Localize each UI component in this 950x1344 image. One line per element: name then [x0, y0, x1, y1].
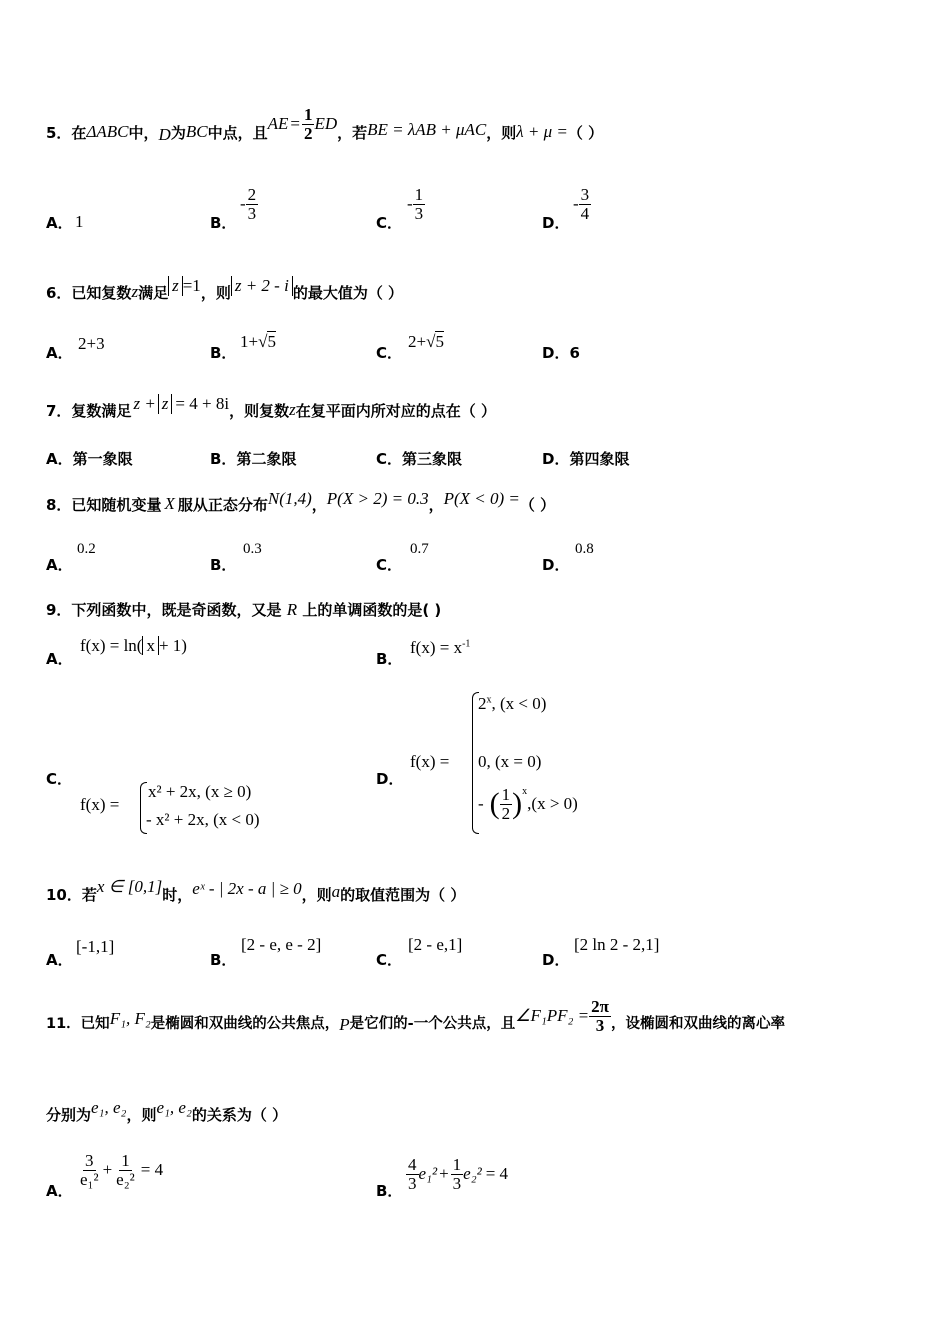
q11-option-a-num-1: 3 — [85, 1151, 94, 1170]
right-paren-icon: ) — [512, 787, 523, 821]
q9-option-b-label: B． — [376, 650, 403, 668]
q6-option-b-pre: 1+ — [240, 332, 259, 351]
q11-eccentricity-pair-2: e₁, e₂ — [156, 1098, 192, 1117]
q7-expression-a: z + — [133, 394, 156, 413]
q9-option-d-row-1 — [478, 694, 546, 714]
q5-option-d-value — [573, 186, 591, 223]
q5-bc: BC — [185, 122, 208, 141]
q7-option-d-label: D． — [542, 450, 570, 468]
q9-option-a-label: A． — [46, 650, 73, 668]
q5-option-c-sign: - — [407, 194, 413, 214]
q7-option-a-value: 第一象限 — [72, 450, 133, 468]
q9-option-b-exponent: -1 — [462, 638, 471, 650]
q11-option-a-frac-2 — [114, 1152, 137, 1189]
q9-option-d-row-3-exponent: x — [522, 786, 528, 797]
question-11-stem — [46, 996, 785, 1044]
q10-a: a — [331, 882, 341, 901]
plus-sign: + — [102, 1160, 113, 1180]
q6-text-c: ，则 — [200, 283, 231, 302]
q10-text-c: ，则 — [301, 885, 332, 904]
q5-vector-ae: AE — [267, 114, 289, 133]
q6-option-c-radicand: 5 — [435, 332, 444, 351]
q11-eccentricity-pair: e₁, e₂ — [91, 1098, 127, 1117]
q8-text-b: 服从正态分布 — [177, 495, 268, 514]
q5-sum-expression: λ + μ = — [516, 122, 568, 141]
q8-option-d-value: 0.8 — [575, 541, 594, 557]
q6-option-b-radicand: 5 — [267, 332, 276, 351]
q11-option-b-term-2: e₂² — [463, 1164, 482, 1184]
q7-option-b-value: 第二象限 — [236, 450, 297, 468]
q5-text-f: ，则 — [486, 123, 517, 142]
q7-option-a — [46, 448, 133, 469]
q11-option-b-rhs: = 4 — [485, 1164, 509, 1184]
q11-option-a-label: A． — [46, 1182, 73, 1200]
q6-option-c-label: C． — [376, 344, 403, 362]
q9-option-d-row-3-num: 1 — [501, 785, 511, 804]
q5-option-b-den: 3 — [247, 203, 257, 223]
q9-option-c-label: C． — [46, 770, 73, 788]
q7-option-a-label: A． — [46, 450, 73, 468]
q6-text-a: 6．已知复数 — [46, 283, 132, 302]
q11-angle-num: 2π — [591, 996, 609, 1016]
q7-option-c-label: C． — [376, 450, 403, 468]
q5-option-b-value — [240, 186, 258, 223]
question-8-stem — [46, 486, 555, 522]
q8-text-c: （ ） — [519, 495, 556, 514]
q5-option-d-sign: - — [573, 194, 579, 214]
q5-vector-ed: ED — [314, 114, 338, 133]
plus-sign: + — [439, 1164, 449, 1184]
q8-distribution: N(1,4) — [267, 489, 312, 508]
q9-option-d-label: D． — [376, 770, 404, 788]
q5-text-d: 中点，且 — [207, 123, 268, 142]
q6-z: z — [131, 282, 139, 301]
q6-text-b: 满足 — [138, 283, 169, 302]
q6-option-a-value: 2+3 — [78, 334, 105, 353]
q10-text-b: 时， — [162, 885, 193, 904]
q6-option-b-label: B． — [210, 344, 237, 362]
q6-text-d: 的最大值为（ ） — [292, 283, 404, 302]
q6-option-d — [542, 342, 580, 363]
q5-option-d-den: 4 — [580, 203, 590, 223]
q7-text-a: 7．复数满足 — [46, 401, 132, 420]
q11-text-line2-b: ，则 — [126, 1105, 157, 1124]
q8-option-a-label: A． — [46, 556, 73, 574]
q9-option-d-row-1-condition: , (x < 0) — [491, 694, 547, 713]
q5-text-g: （ ） — [567, 123, 604, 142]
question-9-stem — [46, 599, 441, 620]
q5-option-c-num: 1 — [414, 185, 424, 204]
q8-probability-1: P(X > 2) = 0.3 — [326, 489, 429, 508]
q5-half-num: 1 — [303, 104, 313, 124]
q11-option-b-label: B． — [376, 1182, 403, 1200]
q11-text-line2-c: 的关系为（ ） — [191, 1105, 288, 1124]
q5-option-d-label: D． — [542, 214, 570, 232]
q10-option-a-label: A． — [46, 951, 73, 969]
q7-expression-abs: z — [158, 394, 173, 414]
q9-r: R — [286, 600, 298, 619]
sqrt-icon: √ — [426, 332, 436, 351]
q11-option-b-num-2: 1 — [452, 1155, 462, 1174]
q10-inequality: eˣ - | 2x - a | ≥ 0 — [192, 879, 302, 898]
q10-text-a: 10．若 — [46, 885, 97, 904]
q11-option-b-num-1: 4 — [408, 1155, 417, 1174]
q5-text-c: 为 — [170, 123, 186, 142]
q5-option-c-den: 3 — [414, 203, 424, 223]
q8-text-a: 8．已知随机变量 — [46, 495, 162, 514]
q11-option-b-term-1: e₁² — [418, 1164, 438, 1184]
question-6-stem — [46, 274, 403, 310]
q5-option-a-label: A． — [46, 214, 73, 232]
q7-text-c: 在复平面内所对应的点在（ ） — [295, 401, 496, 420]
q9-option-d-row-3-den: 2 — [501, 803, 511, 823]
q11-option-b-value — [406, 1156, 508, 1193]
q8-option-b-value: 0.3 — [243, 541, 262, 557]
q5-option-a-value: 1 — [75, 212, 84, 231]
q6-option-c-pre: 2+ — [408, 332, 427, 351]
q9-option-d-row-3-sign: - — [478, 794, 484, 814]
q11-option-b-frac-2 — [451, 1156, 464, 1193]
q11-text-d: ，设椭圆和双曲线的离心率 — [610, 1015, 785, 1032]
question-5-stem — [46, 104, 604, 152]
q5-text-a: 5．在 — [46, 123, 87, 142]
q11-option-a-rhs: = 4 — [140, 1160, 164, 1180]
q5-option-c-label: C． — [376, 214, 403, 232]
q9-text-a: 9．下列函数中，既是奇函数，又是 — [46, 601, 282, 619]
sqrt-icon: √ — [258, 332, 268, 351]
left-paren-icon: ( — [489, 787, 500, 821]
q9-option-b-value — [410, 638, 470, 658]
q11-text-line2-a: 分别为 — [46, 1105, 92, 1124]
q9-option-a-post: + 1) — [158, 636, 187, 655]
q11-text-a: 11．已知 — [46, 1015, 110, 1032]
q6-option-d-value: 6 — [569, 344, 580, 362]
question-10-stem — [46, 876, 465, 912]
q5-equals: = — [290, 114, 300, 133]
q9-option-b-expr: f(x) = x — [410, 638, 463, 657]
q7-option-c — [376, 448, 462, 469]
q11-option-b-den-1: 3 — [408, 1173, 417, 1193]
q10-option-b-label: B． — [210, 951, 237, 969]
q9-option-a-value — [80, 636, 187, 656]
q8-option-d-label: D． — [542, 556, 570, 574]
q7-text-b: ，则复数 — [229, 401, 290, 420]
q5-triangle: ΔABC — [86, 122, 129, 141]
q7-option-c-value: 第三象限 — [402, 450, 463, 468]
q6-expression-abs: z + 2 - i — [231, 276, 293, 296]
q8-separator-1: ， — [311, 495, 327, 514]
q5-option-b-sign: - — [240, 194, 246, 214]
q9-option-d-lhs: f(x) = — [410, 752, 450, 771]
q5-be-expression: BE = λAB + μAC — [367, 120, 487, 139]
q10-option-c-label: C． — [376, 951, 403, 969]
q6-option-b-value — [240, 332, 276, 352]
q7-option-b — [210, 448, 296, 469]
q11-option-b-den-2: 3 — [452, 1173, 462, 1193]
q11-angle-den: 3 — [595, 1015, 605, 1035]
q7-option-d — [542, 448, 629, 469]
q9-option-d-row-2: 0, (x = 0) — [478, 752, 542, 771]
q6-option-a-label: A． — [46, 344, 73, 362]
q9-option-c-row-2: - x² + 2x, (x < 0) — [146, 810, 260, 829]
q11-text-c: 是它们的-一个公共点，且 — [349, 1015, 516, 1032]
q11-point-p: P — [339, 1015, 350, 1034]
q7-expression-b: = 4 + 8i — [175, 394, 230, 413]
q9-option-a-pre: f(x) = ln( — [80, 636, 143, 655]
q11-option-a-frac-1 — [78, 1152, 101, 1189]
q10-option-c-value: [2 - e,1] — [408, 935, 463, 954]
q11-option-a-den-1: e₁² — [80, 1169, 99, 1189]
q8-option-c-value: 0.7 — [410, 541, 429, 557]
q8-option-b-label: B． — [210, 556, 237, 574]
q6-option-c-value — [408, 332, 444, 352]
q5-text-b: 中， — [128, 123, 159, 142]
q6-option-d-label: D． — [542, 344, 570, 362]
q11-option-a-value — [78, 1152, 163, 1189]
q5-option-c-value — [407, 186, 425, 223]
q7-z: z — [289, 400, 296, 419]
q8-option-c-label: C． — [376, 556, 403, 574]
q9-option-d-row-3-fraction — [500, 786, 513, 823]
q5-option-d-fraction — [579, 186, 592, 223]
q7-option-b-label: B． — [210, 450, 237, 468]
q9-option-d-row-3-condition: ,(x > 0) — [527, 794, 578, 814]
q9-option-d-row-1-base: 2 — [478, 694, 487, 713]
q9-option-a-abs: x — [142, 636, 159, 655]
q11-text-b: 是椭圆和双曲线的公共焦点， — [150, 1015, 340, 1032]
q11-angle-fraction — [589, 998, 611, 1035]
q11-angle: ∠F₁PF₂ = — [515, 1006, 590, 1025]
q6-condition-eq: =1 — [182, 276, 201, 295]
q11-option-a-den-2: e₂² — [116, 1169, 135, 1189]
q5-text-e: ，若 — [337, 123, 368, 142]
question-7-stem — [46, 392, 496, 428]
q5-option-b-label: B． — [210, 214, 237, 232]
q5-option-b-fraction — [246, 186, 259, 223]
q9-text-b: 上的单调函数的是( ) — [302, 601, 442, 619]
q9-option-d-row-1-exponent: x — [486, 694, 492, 706]
q11-option-b-frac-1 — [406, 1156, 419, 1193]
q10-option-a-value: [-1,1] — [76, 937, 115, 956]
q10-text-d: 的取值范围为（ ） — [340, 885, 466, 904]
question-11-stem-line-2 — [46, 1098, 287, 1130]
q6-condition-abs: z — [168, 276, 183, 296]
q10-option-b-value: [2 - e, e - 2] — [241, 935, 322, 954]
q9-option-d-row-3 — [478, 786, 578, 823]
q5-option-c-fraction — [413, 186, 426, 223]
q9-option-c-row-1: x² + 2x, (x ≥ 0) — [148, 782, 252, 801]
q11-foci: F₁, F₂ — [109, 1009, 151, 1028]
q11-option-a-num-2: 1 — [121, 1151, 130, 1170]
q5-half-den: 2 — [303, 123, 313, 143]
q10-option-d-value: [2 ln 2 - 2,1] — [574, 935, 660, 954]
q5-half-fraction — [302, 106, 315, 143]
q8-separator-2: ， — [428, 495, 444, 514]
q8-probability-2: P(X < 0) = — [443, 489, 520, 508]
q8-x: X — [164, 494, 175, 513]
q8-option-a-value: 0.2 — [77, 541, 96, 557]
q10-condition: x ∈ [0,1] — [96, 877, 163, 896]
q7-option-d-value: 第四象限 — [569, 450, 630, 468]
q5-option-b-num: 2 — [247, 185, 257, 204]
q5-option-d-num: 3 — [580, 185, 590, 204]
q10-option-d-label: D． — [542, 951, 570, 969]
q9-option-c-lhs: f(x) = — [80, 795, 120, 814]
q5-point-d: D — [158, 125, 171, 144]
